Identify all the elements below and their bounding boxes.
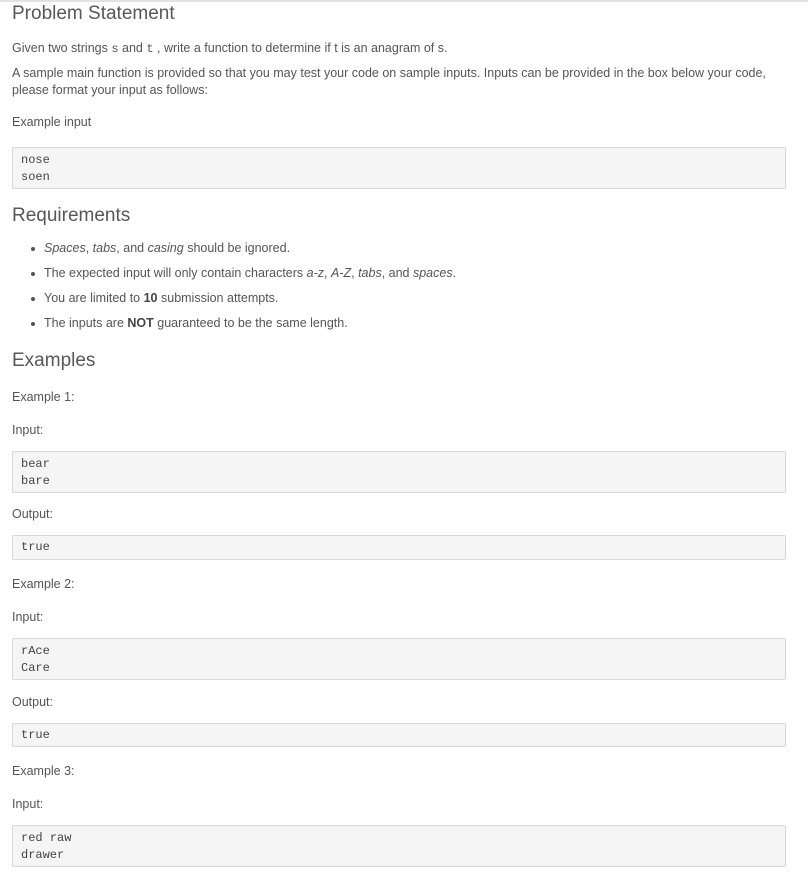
example-input-block [12,825,786,867]
code-line: true [21,540,50,554]
sample-input-note: A sample main function is provided so that you may test your code on sample inputs. Inputs can be provided in the box below your code, please format your input as follows: [12,66,766,97]
requirements-heading: Requirements [12,205,131,226]
requirement-item: The expected input will only contain characters a-z, A-Z, tabs, and spaces. [12,265,788,290]
code-line: red raw [21,831,72,845]
code-line: bare [21,474,50,488]
example-output-block [12,723,786,747]
requirement-item: The inputs are NOT guaranteed to be the same length. [12,315,788,340]
example-label: Example 3: [12,764,75,778]
code-line: Care [21,661,50,675]
example-input-block [12,451,786,493]
input-label: Input: [12,610,44,624]
code-line: nose [21,153,50,167]
code-line: rAce [21,644,50,658]
example-output-block [12,535,786,560]
example-input-label: Example input [12,115,92,129]
examples-heading: Examples [12,350,96,371]
bullet-icon [31,272,35,276]
code-line: bear [21,457,50,471]
example-input-block [12,638,786,680]
problem-statement-heading: Problem Statement [12,3,175,24]
example-label: Example 2: [12,577,75,591]
code-line: true [21,728,50,742]
requirement-item: Spaces, tabs, and casing should be ignored. [12,240,788,265]
top-divider [0,0,808,2]
input-label: Input: [12,423,44,437]
problem-description: Given two strings s and t , write a function to determine if t is an anagram of s. [12,41,448,56]
code-line: soen [21,170,50,184]
bullet-icon [31,297,35,301]
output-label: Output: [12,507,53,521]
requirements-list [12,240,788,340]
code-line: drawer [21,848,65,862]
example-label: Example 1: [12,390,75,404]
output-label: Output: [12,695,53,709]
input-label: Input: [12,797,44,811]
example-input-block [12,147,786,189]
bullet-icon [31,322,35,326]
requirement-item: You are limited to 10 submission attempts. [12,290,788,315]
bullet-icon [31,247,35,251]
